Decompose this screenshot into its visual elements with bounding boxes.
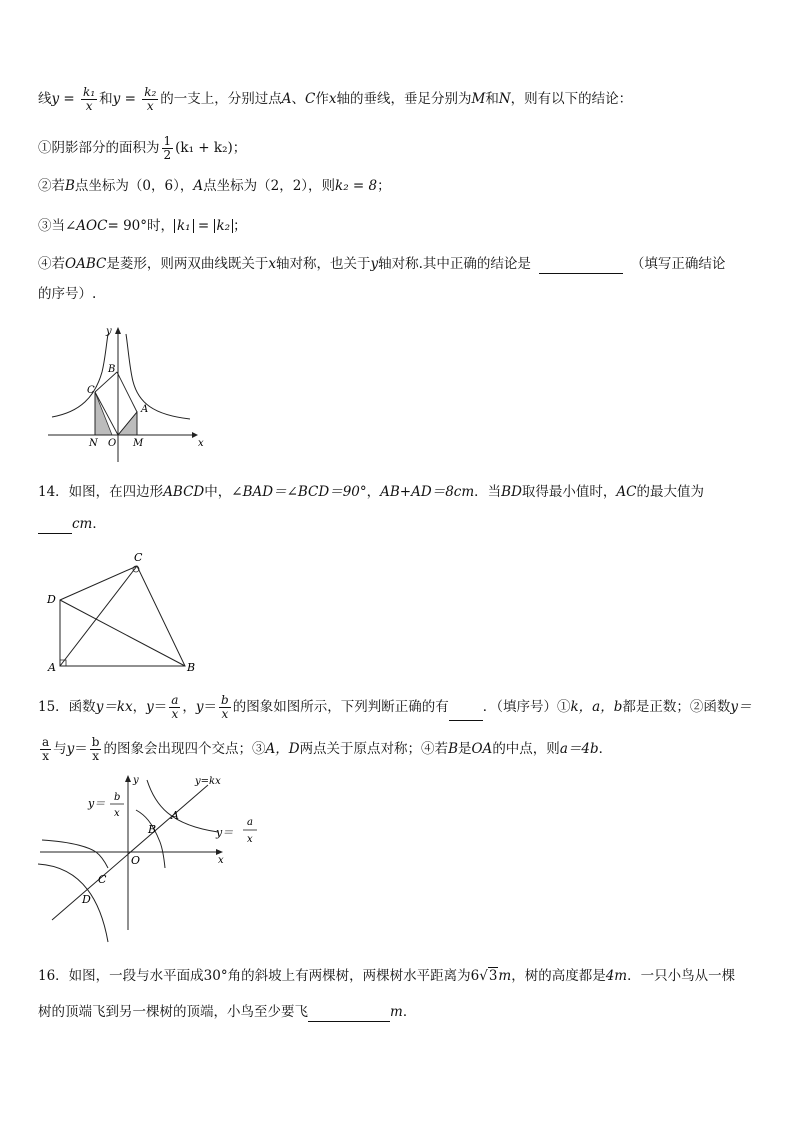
angle: ∠AOC: [65, 218, 108, 234]
hyperbola-right: [126, 334, 190, 419]
sqrt-sign: √: [479, 968, 488, 984]
figure-13: [40, 322, 210, 467]
equals: ＝: [74, 741, 88, 757]
y-arrow: [115, 327, 121, 334]
text: 轴对称，也关于: [275, 256, 371, 272]
radicand: 3: [488, 968, 498, 984]
denominator: x: [146, 99, 154, 113]
text: 点坐标为（2，2），则: [203, 178, 336, 194]
p15-line-2: [38, 736, 612, 763]
text: 与: [53, 741, 67, 757]
fraction-k1-over-x: [81, 86, 97, 113]
hyperbola-b-q3: [42, 840, 108, 868]
label-N: N: [89, 438, 98, 449]
text: ．一只小鸟从一棵: [627, 968, 736, 984]
fraction-b-over-x: [219, 694, 231, 721]
text: ．当: [474, 484, 502, 500]
text: 线: [38, 91, 52, 107]
label-ya-x: x: [247, 834, 253, 845]
quadrilateral-ABCD: [60, 566, 185, 666]
label-ya-a: a: [247, 817, 253, 828]
label-y-axis: y: [133, 775, 139, 786]
text: ．: [92, 516, 106, 532]
p14-line-1: [38, 482, 704, 502]
label-D: D: [47, 593, 56, 606]
point-label: A: [281, 91, 292, 107]
label-yb-b: b: [114, 792, 121, 803]
text: ③当: [38, 218, 65, 234]
numerator: k₂: [144, 85, 157, 99]
point-label: A: [193, 178, 204, 194]
numerator: 1: [163, 134, 172, 148]
point-label: B: [65, 178, 75, 194]
unit: m: [390, 1004, 403, 1020]
fraction-one-half: [162, 135, 174, 162]
text: 树的顶端飞到另一棵树的顶端，小鸟至少要飞: [38, 1004, 308, 1020]
text: ，: [366, 484, 381, 500]
text: 的图象会出现四个交点；③: [103, 741, 266, 757]
numerator: a: [171, 693, 179, 707]
text: ；: [233, 218, 247, 234]
var-y: y＝: [730, 699, 752, 715]
text: ；: [232, 140, 247, 156]
text: 轴对称.其中正确的结论是: [378, 256, 531, 272]
text: 16．如图，一段与水平面成30°角的斜坡上有两棵树，两棵树水平距离为: [38, 968, 471, 984]
fraction-b-over-x: [90, 736, 102, 763]
text: ．: [402, 1004, 417, 1020]
var-y: y: [51, 91, 60, 107]
hyperbola-b-q1: [136, 810, 165, 868]
text: ；: [377, 178, 391, 194]
point-labels: A，D: [265, 741, 300, 757]
text: 都是正数；②函数: [622, 699, 731, 715]
expression: a＝4b: [559, 741, 599, 757]
value: 4m: [605, 968, 628, 984]
var-y: y: [195, 699, 204, 715]
text: 和: [99, 91, 113, 107]
label-B: B: [187, 661, 196, 674]
p14-line-2: [38, 514, 106, 534]
label-x: x: [198, 438, 204, 449]
text: 点坐标为（0，6），: [74, 178, 194, 194]
text: ，: [182, 699, 196, 715]
segment-label: OA: [471, 741, 493, 757]
figure-14: [40, 548, 210, 676]
denominator: x: [171, 707, 179, 721]
p15-line-1: [38, 694, 752, 721]
text: （填写正确结论: [630, 256, 726, 272]
abs-k2: k₂: [214, 219, 234, 233]
text: 和: [485, 91, 499, 107]
unit: m: [498, 968, 512, 984]
label-yb-y: y＝: [88, 797, 106, 810]
label-x-axis: x: [218, 855, 224, 866]
y-arrow: [125, 775, 131, 782]
text: ．（填序号）①: [482, 699, 571, 715]
text: ①阴影部分的面积为: [38, 140, 160, 156]
segment-label: AC: [616, 484, 637, 500]
number: 6: [470, 968, 480, 984]
expression: k₂ = 8: [335, 178, 378, 194]
text: 中，: [204, 484, 232, 500]
segment-BA: [117, 372, 137, 412]
text: ，: [132, 699, 147, 715]
text: 两点关于原点对称；④若: [299, 741, 449, 757]
figure-15: [30, 770, 270, 945]
label-y-kx: y=kx: [195, 776, 221, 787]
text: 15．函数: [38, 699, 96, 715]
text: 作: [315, 91, 329, 107]
text: 的一支上，分别过点: [160, 91, 282, 107]
diagonal-AC: [60, 566, 137, 666]
shaded-region-left: [95, 392, 112, 435]
p13-statement-1: [38, 135, 246, 162]
equals: =: [59, 91, 80, 107]
answer-blank[interactable]: [308, 1007, 390, 1022]
point-label: M: [471, 91, 486, 107]
label-C: C: [134, 551, 143, 564]
unit: cm: [72, 516, 93, 532]
p13-statement-2: [38, 176, 391, 196]
text: ，树的高度都是: [511, 968, 606, 984]
denominator: x: [221, 707, 229, 721]
text: ④若: [38, 256, 65, 272]
condition: ∠BAD＝∠BCD＝90°: [231, 484, 367, 500]
label-B: B: [148, 823, 157, 836]
text: = 90°时，: [107, 218, 174, 234]
segment-label: BD: [501, 484, 522, 500]
label-C: C: [87, 385, 95, 396]
var-x: x: [328, 91, 337, 107]
shape-label: OABC: [65, 256, 107, 272]
label-O: O: [131, 854, 141, 867]
diagonal-BD: [60, 600, 185, 666]
p13-statement-4: [38, 254, 725, 274]
text: 取得最小值时，: [521, 484, 617, 500]
answer-blank[interactable]: [449, 706, 483, 721]
function: y＝kx: [95, 699, 133, 715]
shape-label: ABCD: [163, 484, 205, 500]
label-O: O: [108, 438, 117, 449]
var-x: x: [268, 256, 276, 272]
variables: k，a，b: [570, 699, 623, 715]
answer-blank[interactable]: [38, 519, 72, 534]
p13-statement-3: [38, 216, 247, 236]
fraction-a-over-x: [40, 736, 51, 763]
p16-line-2: [38, 1002, 416, 1022]
var-y: y: [112, 91, 121, 107]
hyperbola-a-q1: [147, 780, 218, 832]
text: 的图象如图所示，下列判断正确的有: [232, 699, 449, 715]
p13-intro-line: [38, 86, 632, 113]
condition: AB+AD＝8cm: [380, 484, 475, 500]
var-y: y: [66, 741, 75, 757]
denominator: x: [92, 749, 100, 763]
p16-line-1: [38, 966, 735, 986]
fraction-k2-over-x: [142, 86, 158, 113]
label-M: M: [133, 438, 144, 449]
text: 是: [457, 741, 472, 757]
text: 轴的垂线，垂足分别为: [336, 91, 472, 107]
fraction-a-over-x: [169, 694, 180, 721]
equals: ＝: [203, 699, 218, 715]
label-B: B: [108, 364, 116, 375]
numerator: b: [91, 735, 100, 749]
label-D: D: [82, 893, 91, 906]
p13-statement-4-cont: [38, 284, 96, 304]
label-yb-x: x: [114, 808, 120, 819]
numerator: a: [42, 735, 50, 749]
text: ②若: [38, 178, 65, 194]
text: ．: [598, 741, 613, 757]
text: 是菱形，则两双曲线既关于: [106, 256, 269, 272]
text: ，则有以下的结论：: [510, 91, 633, 107]
var-y: y: [370, 256, 379, 272]
point-label: B: [448, 741, 458, 757]
point-label: N: [498, 91, 511, 107]
label-A: A: [141, 404, 149, 415]
equals: =: [120, 91, 141, 107]
denominator: x: [42, 749, 49, 763]
var-y: y: [146, 699, 154, 715]
denominator: 2: [163, 148, 172, 162]
answer-blank[interactable]: [539, 259, 623, 274]
label-A: A: [171, 809, 179, 822]
equals: ＝: [153, 699, 168, 715]
text: 的中点，则: [492, 741, 560, 757]
numerator: b: [221, 693, 229, 707]
expression: (k₁ + k₂): [175, 140, 233, 156]
point-label: C: [305, 91, 316, 107]
label-C: C: [98, 873, 107, 886]
abs-k1: k₁: [174, 219, 194, 233]
denominator: x: [85, 99, 93, 113]
text: 的最大值为: [636, 484, 704, 500]
text: 、: [291, 91, 306, 107]
text: 14．如图，在四边形: [38, 484, 164, 500]
label-ya-y: y＝: [216, 826, 234, 839]
text: 的序号）.: [38, 286, 97, 302]
equals: =: [193, 218, 214, 234]
label-A: A: [48, 661, 56, 674]
numerator: k₁: [83, 85, 96, 99]
label-y: y: [106, 326, 112, 337]
